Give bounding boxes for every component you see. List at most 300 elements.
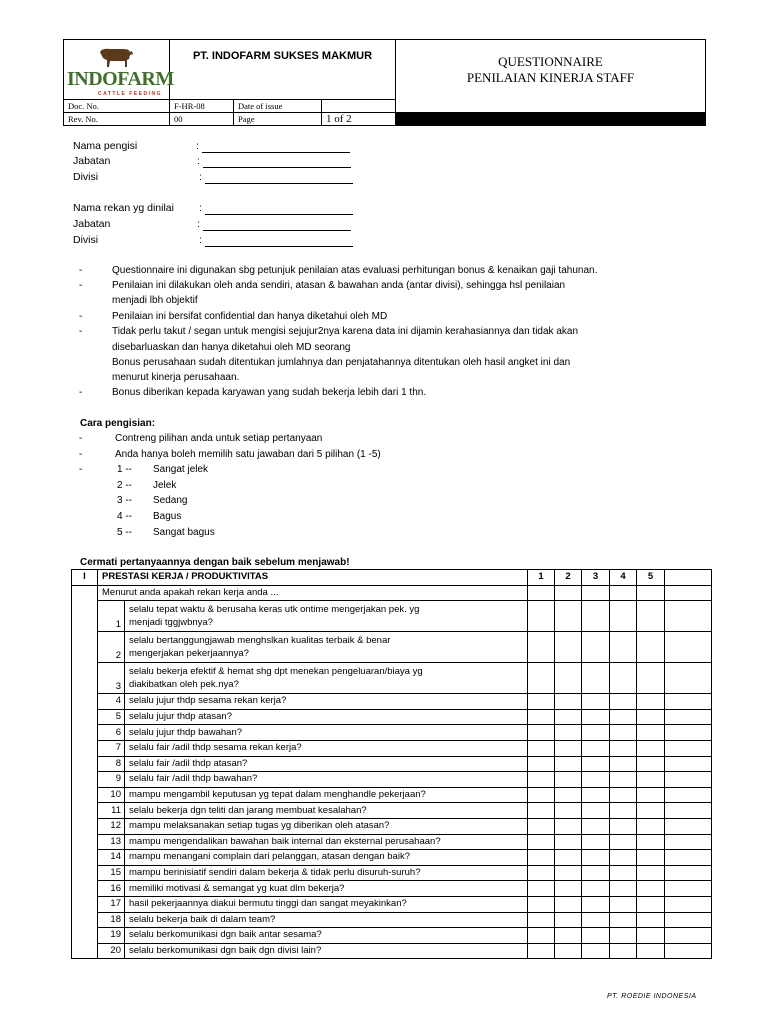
- empty-cell: [665, 570, 712, 586]
- empty-cell: [665, 834, 712, 850]
- score-cell-1[interactable]: [528, 632, 555, 663]
- score-cell-5[interactable]: [637, 818, 665, 834]
- empty-cell: [72, 850, 98, 866]
- field-label-nama-rekan: Nama rekan yg dinilai: [73, 202, 174, 214]
- score-cell-1[interactable]: [528, 725, 555, 741]
- score-cell[interactable]: [555, 585, 582, 601]
- question-table: [71, 569, 712, 959]
- empty-cell: [72, 865, 98, 881]
- empty-cell: [72, 694, 98, 710]
- question-text: [125, 865, 528, 881]
- score-cell-4[interactable]: [610, 725, 637, 741]
- score-cell-4[interactable]: [610, 881, 637, 897]
- document-header: [63, 39, 706, 126]
- note-bullet: -: [79, 311, 83, 322]
- question-number: 4: [98, 694, 125, 710]
- empty-cell: [72, 756, 98, 772]
- score-cell-3[interactable]: [582, 787, 610, 803]
- score-cell[interactable]: [637, 585, 665, 601]
- question-text-line: selalu jujur thdp bawahan?: [129, 726, 243, 738]
- score-cell-1[interactable]: [528, 709, 555, 725]
- question-text-line: selalu jujur thdp atasan?: [129, 711, 232, 723]
- question-text-line: selalu bekerja efektif & hemat shg dpt menekan pengeluaran/biaya yg: [129, 666, 423, 678]
- question-text-line: selalu fair /adil thdp atasan?: [129, 757, 248, 769]
- empty-cell: [665, 943, 712, 959]
- field-line-nama-rekan[interactable]: [205, 203, 353, 215]
- scale-number: 1 --: [117, 464, 132, 475]
- score-cell-2[interactable]: [555, 818, 582, 834]
- empty-cell: [665, 912, 712, 928]
- score-cell-3[interactable]: [582, 632, 610, 663]
- question-row: [72, 772, 712, 788]
- score-cell-1[interactable]: [528, 850, 555, 866]
- question-row: [72, 834, 712, 850]
- title-line-1: QUESTIONNAIRE: [498, 53, 603, 69]
- empty-cell: [665, 787, 712, 803]
- question-row: [72, 928, 712, 944]
- question-text-line: selalu jujur thdp sesama rekan kerja?: [129, 695, 287, 707]
- score-header: 1: [528, 570, 555, 586]
- question-number: 18: [98, 912, 125, 928]
- doc-no-label: Doc. No.: [64, 100, 170, 113]
- note-line: disebarluaskan dan hanya diketahui oleh MD seorang: [112, 342, 351, 353]
- score-cell-2[interactable]: [555, 632, 582, 663]
- question-row: [72, 803, 712, 819]
- score-cell-5[interactable]: [637, 865, 665, 881]
- empty-cell: [72, 772, 98, 788]
- scale-label: Jelek: [153, 480, 177, 491]
- method-bullet: -: [79, 449, 83, 460]
- note-line: Bonus diberikan kepada karyawan yang sudah bekerja lebih dari 1 thn.: [112, 387, 427, 398]
- empty-cell: [72, 601, 98, 632]
- question-row: [72, 740, 712, 756]
- question-row: [72, 896, 712, 912]
- title-line-2: PENILAIAN KINERJA STAFF: [466, 69, 635, 85]
- question-row: [72, 601, 712, 632]
- question-row: [72, 756, 712, 772]
- field-label-jabatan-rekan: Jabatan: [73, 218, 111, 230]
- question-number: 3: [98, 663, 125, 694]
- page-label: Page: [234, 113, 322, 126]
- section-title: PRESTASI KERJA / PRODUKTIVITAS: [98, 570, 528, 586]
- score-cell-2[interactable]: [555, 601, 582, 632]
- score-cell-3[interactable]: [582, 694, 610, 710]
- score-cell-4[interactable]: [610, 787, 637, 803]
- score-cell-1[interactable]: [528, 601, 555, 632]
- score-cell-1[interactable]: [528, 912, 555, 928]
- question-number: 2: [98, 632, 125, 663]
- score-cell-5[interactable]: [637, 632, 665, 663]
- empty-cell: [72, 709, 98, 725]
- score-cell-2[interactable]: [555, 756, 582, 772]
- score-cell-2[interactable]: [555, 803, 582, 819]
- question-text-line: mampu mengambil keputusan yg tepat dalam menghandle pekerjaan?: [129, 789, 426, 801]
- score-cell-3[interactable]: [582, 756, 610, 772]
- date-of-issue-label: Date of issue: [234, 100, 322, 113]
- question-text: [125, 663, 528, 694]
- score-cell-2[interactable]: [555, 943, 582, 959]
- empty-cell: [72, 787, 98, 803]
- question-text: [125, 694, 528, 710]
- score-cell-5[interactable]: [637, 912, 665, 928]
- scale-label: Sangat jelek: [153, 464, 209, 475]
- score-cell-4[interactable]: [610, 709, 637, 725]
- score-cell-2[interactable]: [555, 787, 582, 803]
- question-row: [72, 818, 712, 834]
- score-cell-1[interactable]: [528, 803, 555, 819]
- scale-number: 2 --: [117, 480, 132, 491]
- score-cell[interactable]: [582, 585, 610, 601]
- score-cell-1[interactable]: [528, 865, 555, 881]
- empty-cell: [72, 943, 98, 959]
- company-name: PT. INDOFARM SUKSES MAKMUR: [170, 40, 396, 100]
- score-cell-2[interactable]: [555, 928, 582, 944]
- question-row: [72, 850, 712, 866]
- scale-number: 3 --: [117, 495, 132, 506]
- score-cell-5[interactable]: [637, 709, 665, 725]
- question-text-line: selalu fair /adil thdp bawahan?: [129, 773, 258, 785]
- intro-text: Menurut anda apakah rekan kerja anda ...: [98, 585, 528, 601]
- empty-cell: [665, 740, 712, 756]
- scale-number: 5 --: [117, 527, 132, 538]
- empty-cell: [72, 803, 98, 819]
- score-cell-2[interactable]: [555, 881, 582, 897]
- logo-cell: [64, 40, 174, 100]
- empty-cell: [72, 725, 98, 741]
- question-text-line: selalu fair /adil thdp sesama rekan kerja?: [129, 742, 302, 754]
- score-cell-3[interactable]: [582, 850, 610, 866]
- question-number: 10: [98, 787, 125, 803]
- score-cell-1[interactable]: [528, 834, 555, 850]
- method-bullet: -: [79, 464, 83, 475]
- score-cell-3[interactable]: [582, 865, 610, 881]
- question-text: [125, 896, 528, 912]
- empty-cell: [665, 756, 712, 772]
- score-cell-2[interactable]: [555, 896, 582, 912]
- empty-cell: [72, 881, 98, 897]
- question-number: 5: [98, 709, 125, 725]
- score-cell-4[interactable]: [610, 663, 637, 694]
- question-text: [125, 709, 528, 725]
- note-bullet: -: [79, 265, 83, 276]
- empty-cell: [665, 694, 712, 710]
- question-text: [125, 632, 528, 663]
- question-text: [125, 912, 528, 928]
- method-bullet: -: [79, 433, 83, 444]
- score-cell-4[interactable]: [610, 865, 637, 881]
- note-line: Questionnaire ini digunakan sbg petunjuk penilaian atas evaluasi perhitungan bonus & kenaikan gaji tahunan.: [112, 265, 598, 276]
- score-cell-2[interactable]: [555, 850, 582, 866]
- score-cell-3[interactable]: [582, 881, 610, 897]
- score-cell-1[interactable]: [528, 928, 555, 944]
- question-text: [125, 881, 528, 897]
- empty-cell: [665, 585, 712, 601]
- score-cell-5[interactable]: [637, 694, 665, 710]
- score-header: 5: [637, 570, 665, 586]
- empty-cell: [72, 663, 98, 694]
- score-cell-1[interactable]: [528, 740, 555, 756]
- score-cell-1[interactable]: [528, 756, 555, 772]
- score-cell[interactable]: [610, 585, 637, 601]
- score-cell-1[interactable]: [528, 694, 555, 710]
- field-line-nama-pengisi[interactable]: [202, 141, 350, 153]
- score-cell-2[interactable]: [555, 772, 582, 788]
- score-cell-4[interactable]: [610, 928, 637, 944]
- score-cell-5[interactable]: [637, 850, 665, 866]
- score-cell-5[interactable]: [637, 803, 665, 819]
- question-text-line: menjadi tggjwbnya?: [129, 617, 213, 629]
- question-number: 20: [98, 943, 125, 959]
- field-line-divisi[interactable]: [205, 172, 353, 184]
- empty-cell: [665, 850, 712, 866]
- field-colon: :: [199, 234, 202, 246]
- empty-cell: [665, 865, 712, 881]
- question-number: 13: [98, 834, 125, 850]
- question-number: 17: [98, 896, 125, 912]
- score-cell-2[interactable]: [555, 725, 582, 741]
- score-cell-4[interactable]: [610, 834, 637, 850]
- score-cell-3[interactable]: [582, 601, 610, 632]
- question-text-line: selalu bekerja dgn teliti dan jarang membuat kesalahan?: [129, 804, 367, 816]
- method-heading: Cara pengisian:: [80, 418, 156, 429]
- field-label-divisi-rekan: Divisi: [73, 234, 99, 246]
- score-cell-3[interactable]: [582, 896, 610, 912]
- empty-cell: [665, 663, 712, 694]
- score-cell-4[interactable]: [610, 772, 637, 788]
- question-row: [72, 881, 712, 897]
- score-cell-3[interactable]: [582, 928, 610, 944]
- score-cell-4[interactable]: [610, 818, 637, 834]
- question-row: [72, 632, 712, 663]
- score-cell-3[interactable]: [582, 834, 610, 850]
- score-cell-3[interactable]: [582, 740, 610, 756]
- score-cell-2[interactable]: [555, 834, 582, 850]
- score-cell-5[interactable]: [637, 834, 665, 850]
- field-line-jabatan[interactable]: [203, 156, 351, 168]
- note-bullet: -: [79, 280, 83, 291]
- question-text: [125, 943, 528, 959]
- field-label-jabatan: Jabatan: [73, 155, 111, 167]
- question-row: [72, 709, 712, 725]
- field-colon: :: [199, 202, 202, 214]
- score-cell-2[interactable]: [555, 694, 582, 710]
- question-text: [125, 928, 528, 944]
- empty-cell: [665, 881, 712, 897]
- question-number: 6: [98, 725, 125, 741]
- score-cell-4[interactable]: [610, 850, 637, 866]
- score-cell-4[interactable]: [610, 803, 637, 819]
- score-cell-4[interactable]: [610, 756, 637, 772]
- empty-cell: [665, 818, 712, 834]
- score-cell-4[interactable]: [610, 912, 637, 928]
- note-line: Bonus perusahaan sudah ditentukan jumlahnya dan penjatahannya ditentukan oleh hasil angket ini dan: [112, 357, 571, 368]
- section-header-row: [72, 570, 712, 586]
- score-cell-1[interactable]: [528, 818, 555, 834]
- black-bar: [396, 113, 706, 126]
- question-text: [125, 740, 528, 756]
- method-item: Anda hanya boleh memilih satu jawaban dari 5 pilihan (1 -5): [115, 449, 381, 460]
- score-cell-3[interactable]: [582, 912, 610, 928]
- score-cell-1[interactable]: [528, 881, 555, 897]
- score-cell-5[interactable]: [637, 601, 665, 632]
- score-cell-5[interactable]: [637, 663, 665, 694]
- empty-cell: [72, 912, 98, 928]
- scale-label: Sedang: [153, 495, 188, 506]
- score-cell-3[interactable]: [582, 818, 610, 834]
- score-cell-5[interactable]: [637, 772, 665, 788]
- score-cell-1[interactable]: [528, 787, 555, 803]
- empty-cell: [665, 601, 712, 632]
- score-cell-2[interactable]: [555, 709, 582, 725]
- question-row: [72, 725, 712, 741]
- page-value: 1 of 2: [322, 113, 396, 126]
- company-logo: [66, 42, 174, 98]
- score-cell-3[interactable]: [582, 943, 610, 959]
- empty-cell: [665, 725, 712, 741]
- empty-cell: [665, 928, 712, 944]
- score-cell-2[interactable]: [555, 663, 582, 694]
- footer-company: PT. ROEDIE INDONESIA: [607, 993, 697, 1000]
- question-text: [125, 601, 528, 632]
- question-number: 11: [98, 803, 125, 819]
- field-colon: :: [199, 171, 202, 183]
- field-label-divisi: Divisi: [73, 171, 99, 183]
- score-cell-5[interactable]: [637, 787, 665, 803]
- question-number: 8: [98, 756, 125, 772]
- note-line: Penilaian ini bersifat confidential dan hanya diketahui oleh MD: [112, 311, 388, 322]
- score-cell-5[interactable]: [637, 896, 665, 912]
- question-text-line: selalu berkomunikasi dgn baik dgn divisi lain?: [129, 944, 322, 956]
- score-header: 4: [610, 570, 637, 586]
- cow-icon: [94, 43, 134, 69]
- question-text: [125, 756, 528, 772]
- doc-no-value: F-HR-08: [170, 100, 234, 113]
- question-text-line: selalu bertanggungjawab menghslkan kualitas terbaik & benar: [129, 635, 391, 647]
- question-text-line: selalu tepat waktu & berusaha keras utk ontime mengerjakan pek. yg: [129, 604, 420, 616]
- question-text-line: mampu mengendalikan bawahan baik internal dan eksternal perusahaan?: [129, 835, 441, 847]
- empty-cell: [665, 632, 712, 663]
- question-number: 1: [98, 601, 125, 632]
- note-line: menjadi lbh objektif: [112, 295, 198, 306]
- question-row: [72, 787, 712, 803]
- score-cell-5[interactable]: [637, 928, 665, 944]
- question-number: 14: [98, 850, 125, 866]
- question-text: [125, 834, 528, 850]
- score-cell-4[interactable]: [610, 740, 637, 756]
- date-of-issue-value: [322, 100, 396, 113]
- empty-cell: [72, 632, 98, 663]
- question-text: [125, 725, 528, 741]
- question-text-line: hasil pekerjaannya diakui bermutu tinggi dan sangat meyakinkan?: [129, 898, 407, 910]
- question-text-line: mampu melaksanakan setiap tugas yg diberikan oleh atasan?: [129, 820, 390, 832]
- score-cell-4[interactable]: [610, 601, 637, 632]
- score-cell-1[interactable]: [528, 943, 555, 959]
- score-cell-5[interactable]: [637, 740, 665, 756]
- section-number: I: [72, 570, 98, 586]
- question-number: 7: [98, 740, 125, 756]
- score-cell-2[interactable]: [555, 912, 582, 928]
- score-cell-5[interactable]: [637, 881, 665, 897]
- score-header: 3: [582, 570, 610, 586]
- question-text-line: memiliki motivasi & semangat yg kuat dlm bekerja?: [129, 882, 345, 894]
- question-text-line: mengerjakan pekerjaannya?: [129, 648, 249, 660]
- question-row: [72, 912, 712, 928]
- empty-cell: [72, 928, 98, 944]
- rev-no-value: 00: [170, 113, 234, 126]
- empty-cell: [72, 740, 98, 756]
- empty-cell: [665, 772, 712, 788]
- question-text: [125, 803, 528, 819]
- note-line: menurut kinerja perusahaan.: [112, 372, 240, 383]
- score-cell-3[interactable]: [582, 663, 610, 694]
- score-cell-1[interactable]: [528, 772, 555, 788]
- note-bullet: -: [79, 387, 83, 398]
- field-label-nama-pengisi: Nama pengisi: [73, 140, 138, 152]
- score-cell-5[interactable]: [637, 943, 665, 959]
- question-number: 16: [98, 881, 125, 897]
- logo-subtitle: CATTLE FEEDING: [98, 91, 162, 97]
- score-header: 2: [555, 570, 582, 586]
- field-colon: :: [196, 140, 199, 152]
- question-text: [125, 818, 528, 834]
- scale-label: Sangat bagus: [153, 527, 215, 538]
- empty-cell: [665, 896, 712, 912]
- question-row: [72, 943, 712, 959]
- instruction-text: Cermati pertanyaannya dengan baik sebelum menjawab!: [80, 557, 350, 568]
- note-line: Penilaian ini dilakukan oleh anda sendiri, atasan & bawahan anda (antar divisi), sehingga hsl penilaian: [112, 280, 566, 291]
- question-text-line: diakibatkan oleh pek.nya?: [129, 679, 239, 691]
- score-cell-5[interactable]: [637, 725, 665, 741]
- score-cell-2[interactable]: [555, 865, 582, 881]
- score-cell-3[interactable]: [582, 709, 610, 725]
- score-cell-3[interactable]: [582, 725, 610, 741]
- empty-cell: [665, 709, 712, 725]
- question-number: 12: [98, 818, 125, 834]
- score-cell-1[interactable]: [528, 896, 555, 912]
- score-cell-4[interactable]: [610, 694, 637, 710]
- intro-row: [72, 585, 712, 601]
- score-cell-5[interactable]: [637, 756, 665, 772]
- score-cell-4[interactable]: [610, 632, 637, 663]
- score-cell-4[interactable]: [610, 943, 637, 959]
- question-text: [125, 787, 528, 803]
- score-cell-2[interactable]: [555, 740, 582, 756]
- field-line-divisi-rekan[interactable]: [205, 235, 353, 247]
- field-colon: :: [197, 218, 200, 230]
- score-cell-4[interactable]: [610, 896, 637, 912]
- score-cell-3[interactable]: [582, 772, 610, 788]
- empty-cell: [665, 803, 712, 819]
- question-text-line: selalu bekerja baik di dalam team?: [129, 913, 276, 925]
- score-cell-3[interactable]: [582, 803, 610, 819]
- question-text-line: selalu berkomunikasi dgn baik antar sesama?: [129, 929, 322, 941]
- score-cell-1[interactable]: [528, 663, 555, 694]
- rev-no-label: Rev. No.: [64, 113, 170, 126]
- empty-cell: [72, 818, 98, 834]
- question-text: [125, 850, 528, 866]
- empty-cell: [72, 834, 98, 850]
- question-number: 15: [98, 865, 125, 881]
- field-line-jabatan-rekan[interactable]: [203, 219, 351, 231]
- field-colon: :: [197, 155, 200, 167]
- question-number: 9: [98, 772, 125, 788]
- question-number: 19: [98, 928, 125, 944]
- document-title: [396, 40, 706, 100]
- question-text-line: mampu menangani complain dari pelanggan, atasan dengan baik?: [129, 851, 410, 863]
- score-cell[interactable]: [528, 585, 555, 601]
- question-text: [125, 772, 528, 788]
- empty-cell: [72, 585, 98, 601]
